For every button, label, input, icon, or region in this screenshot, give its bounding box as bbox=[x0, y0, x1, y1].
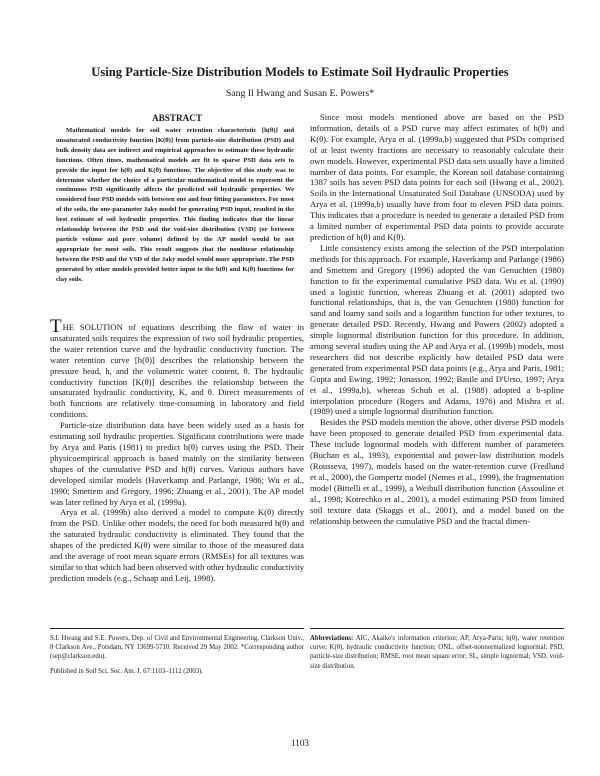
left-body-column bbox=[50, 316, 304, 584]
article-title: Using Particle-Size Distribution Models to Estimate Soil Hydraulic Properties bbox=[91, 65, 509, 79]
abstract-section bbox=[50, 112, 304, 285]
abstract-heading: ABSTRACT bbox=[151, 113, 203, 123]
intro-paragraph-1-text: of equations describing the flow of water in unsaturated soils requires the expression of two soil hydraulic properties, the water retention curve and the hydraulic conductivity function. The water retention curve [h(θ)] describes the relationship between the pressure head, h, and the volumetric water content, θ. The hydraulic conductivity function [K(θ)] describes the relationship between the unsaturated hydraulic conductivity, K, and θ. Direct measurements of both functions are relatively time-consuming in laboratory and field conditions. bbox=[50, 322, 304, 420]
footnote-left bbox=[50, 634, 304, 676]
right-paragraph-1: Since most models mentioned above are based on the PSD information, details of a PSD curve may affect estimates of h(θ) and K(θ). For example, Arya et al. (1999a,b) suggested that PSDs comprised of at least twenty fractions are necessary to reasonably calculate their own models. However, experimental PSD data sets usually have a limited number of data points. For example, the Korean soil database containing 1387 soils has seven PSD data points for each soil (Hwang et al., 2002). Soils in the International Unsaturated Soil Database (UNSODA) used by Arya et al. (1999a,b) usually have from four to eleven PSD data points. This indicates that a procedure is needed to generate a detailed PSD from a limited number of experimental PSD data points to provide accurate prediction of h(θ) and K(θ). bbox=[310, 112, 564, 242]
intro-paragraph-3: Arya et al. (1999b) also derived a model to compute K(θ) directly from the PSD. Unlike other models, the need for both measured h(θ) and the saturated hydraulic conductivity is eliminated. They found that the shapes of the predicted K(θ) were similar to those of the measured data and the average of root mean square errors (RMSEs) for all textures was similar to that which had been observed with other hydraulic conductivity prediction models (e.g., Schaap and Leij, 1998). bbox=[50, 507, 304, 583]
page-number: 1103 bbox=[290, 738, 310, 748]
abbreviations-text: AIC, Akaike's information criterion; AP, Arya-Paris; h(θ), water retention curve; K(θ), hydraulic conductivity function; ONL, offset-nonnormalized lognormal; PSD, particle-size distribution; RMSE, root mean square error; SL, simple lognormal; VSD, void-size distribution. bbox=[310, 635, 564, 670]
publication-footnote: Published in Soil Sci. Soc. Am. J. 67:1103–1112 (2003). bbox=[50, 667, 204, 675]
author-line: Sang Il Hwang and Susan E. Powers* bbox=[225, 88, 375, 99]
abstract-text: Mathematical models for soil water retention characteristic [h(θ)] and unsaturated conductivity function [K(θ)] from particle-size distribution (PSD) and bulk density data are indirect and empirical approaches to estimate these hydraulic functions. Often times, mathematical models are fit to sparse PSD data sets to provide the input for h(θ) and K(θ) functions. The objective of this study was to determine whether the choice of a particular mathematical model to represent the continuous PSD significantly affects the predicted soil hydraulic properties. We considered four PSD models with between one and four fitting parameters. For most of the soils, the one-parameter Jaky model for generating PSD input, resulted in the best estimate of soil hydraulic properties. This finding indicates that the linear relationship between the PSD and the void-size distribution (VSD) (or between particle volume and pore volume) defined by the AP model would be not appropriate for most soils. This result suggests that the nonlinear relationship between the PSD and the VSD of the Jaky model would more appropriate. The PSD generated by other models provided better input to the h(θ) and K(θ) functions for clay soils. bbox=[56, 127, 294, 283]
affiliation-footnote: S.I. Hwang and S.E. Powers, Dep. of Civil and Environmental Engineering, Clarkson Univ., 8 Clarkson Ave., Potsdam, NY 13699-5710. Received 29 May 2002. *Corresponding author (sep@clarkson.edu). bbox=[50, 635, 304, 661]
lead-small-caps: HE SOLUTION bbox=[62, 322, 123, 332]
right-paragraph-2: Little consistency exists among the selection of the PSD interpolation methods for this approach. For example, Haverkamp and Parlange (1986) and Smettem and Gregory (1996) adopted the van Genuchten (1980) function to fit the experimental cumulative PSD data. Wu et al. (1990) used a logistic function, whereas Zhuang et al. (2001) adopted two functional relationships, that is, the van Genuchten (1980) function for sand and loamy sand soils and a logarithm function for other textures, to generate detailed PSD. Recently, Hwang and Powers (2002) adopted a simple lognormal distribution function for this procedure. In addition, among several studies using the AP and Arya et al. (1999b) models, most researchers did not describe explicitly how detailed PSD data were generated from experimental PSD data points (e.g., Arya and Paris, 1981; Gupta and Ewing, 1992; Jonasson, 1992; Basile and D'Urso, 1997; Arya et al., 1999a,b), whereas Schuh et al. (1988) adopted a b-spline interpolation procedure (Rogers and Adams, 1976) and Mishra et al. (1989) used a simple lognormal distribution function. bbox=[310, 242, 564, 417]
drop-cap: T bbox=[50, 316, 62, 337]
right-body-column bbox=[310, 112, 564, 526]
footnote-divider-right bbox=[310, 628, 564, 629]
abbreviations-label: Abbreviations: bbox=[310, 635, 354, 642]
intro-paragraph-2: Particle-size distribution data have been widely used as a basis for estimating soil hydraulic properties. Significant contributions were made by Arya and Paris (1981) to predict h(θ) curves using the PSD. Their physicoempirical approach is based mainly on the similarity between shapes of the cumulative PSD and h(θ) curves. Various authors have developed similar models (Haverkamp and Parlange, 1986; Wu et al., 1990; Smettem and Gregory, 1996; Zhuang et al., 2001). The AP model was later refined by Arya et al. (1999a). bbox=[50, 420, 304, 507]
footnote-divider-left bbox=[50, 628, 304, 629]
abbreviations-footnote bbox=[310, 634, 564, 671]
intro-paragraph-1 bbox=[50, 316, 304, 420]
right-paragraph-3: Besides the PSD models mention the above, other diverse PSD models have been proposed to generate detailed PSD from experimental data. These include lognormal models with different number of parameters (Buchan et al., 1993), exponential and power-law distribution models (Rousseva, 1997), models based on the water-retention curve (Fredlund et al., 2000), the Gompertz model (Nemes et al., 1999), the fragmentation model (Bittelli et al., 1999), a Weibull distribution function (Assouline et al., 1998; Kotrechko et al., 2001), a model estimating PSD from limited soil texture data (Skaggs et al., 2001), and a model based on the relationship between the cumulative PSD and the fractal dimen- bbox=[310, 417, 564, 526]
